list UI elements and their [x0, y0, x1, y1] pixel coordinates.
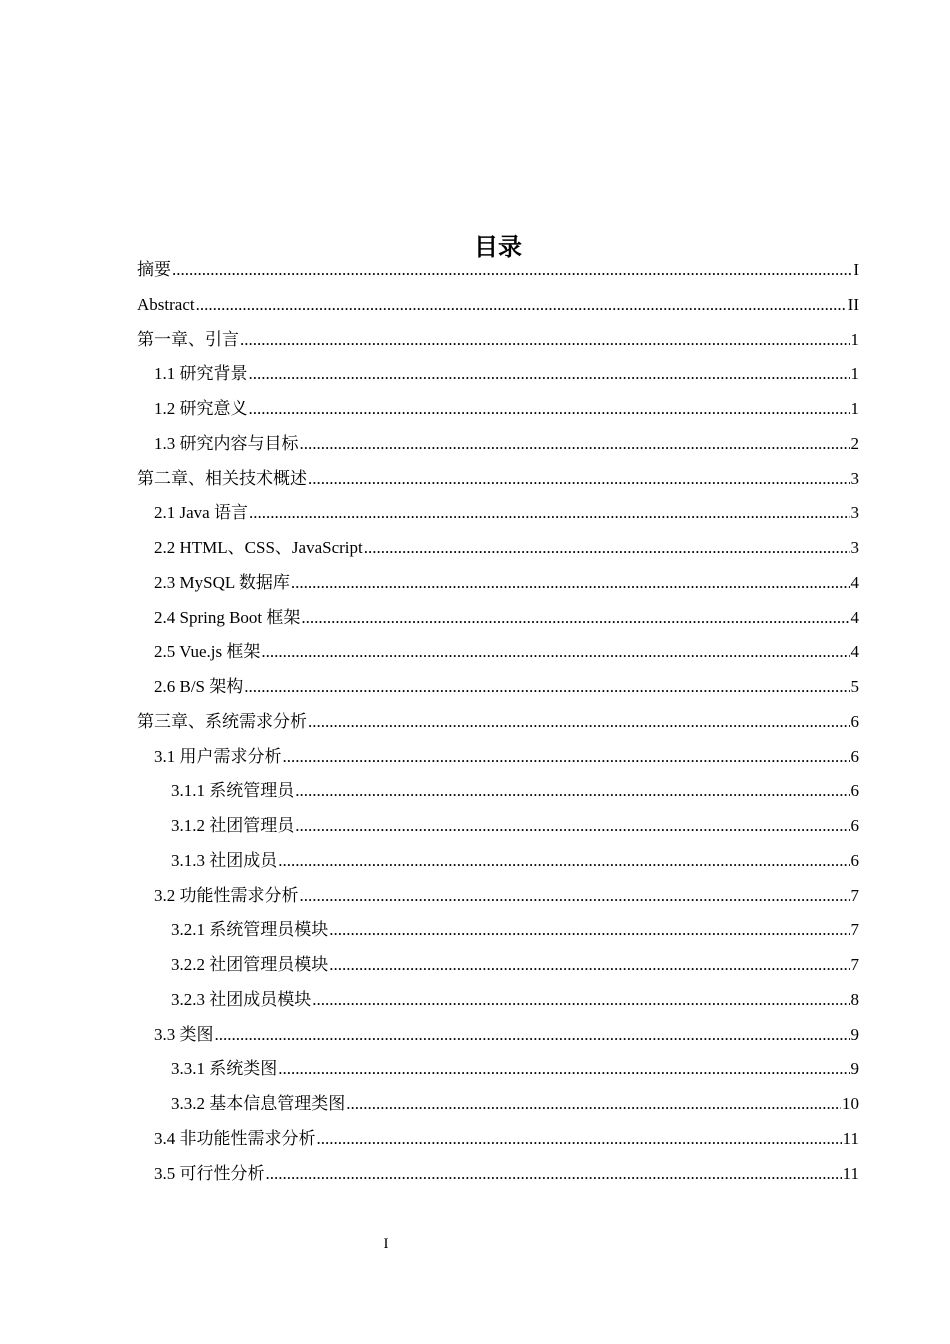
toc-entry-label: 2.1 Java 语言: [154, 503, 248, 523]
page-title: 目录: [474, 233, 522, 262]
toc-entry-page: 3: [850, 468, 859, 488]
toc-entry[interactable]: [137, 1087, 859, 1122]
toc-dot-leader: [346, 1087, 841, 1122]
toc-entry[interactable]: [137, 357, 859, 392]
toc-entry-label: 2.2 HTML、CSS、JavaScript: [154, 538, 363, 557]
toc-dot-leader: [329, 948, 849, 983]
toc-entry-page: 11: [842, 1163, 859, 1183]
table-of-contents: [137, 253, 859, 1191]
toc-entry-page: 7: [850, 955, 859, 974]
toc-entry[interactable]: [137, 1052, 859, 1087]
toc-dot-leader: [300, 427, 850, 462]
toc-entry[interactable]: [137, 462, 859, 497]
toc-entry-page: 7: [850, 920, 859, 940]
toc-entry-page: 2: [850, 433, 859, 453]
toc-entry[interactable]: [137, 705, 859, 740]
toc-entry-page: 4: [850, 642, 859, 662]
toc-entry-label: Abstract: [137, 294, 195, 314]
toc-entry-label: 3.1.3 社团成员: [171, 850, 278, 870]
toc-dot-leader: [317, 1122, 842, 1157]
toc-entry-label: 3.5 可行性分析: [154, 1163, 265, 1183]
toc-entry[interactable]: [137, 913, 859, 948]
toc-entry-page: 5: [850, 677, 859, 696]
toc-entry[interactable]: [137, 1122, 859, 1157]
toc-dot-leader: [196, 288, 847, 323]
toc-entry-page: 1: [850, 364, 859, 384]
toc-entry-page: 3: [850, 503, 859, 523]
toc-entry[interactable]: [137, 948, 859, 983]
toc-dot-leader: [261, 635, 849, 670]
toc-dot-leader: [172, 253, 852, 288]
toc-dot-leader: [249, 392, 850, 427]
toc-entry-page: 7: [850, 885, 859, 905]
toc-entry-page: 8: [850, 989, 859, 1009]
toc-entry-label: 2.4 Spring Boot 框架: [154, 607, 301, 627]
toc-entry[interactable]: [137, 323, 859, 358]
toc-entry[interactable]: [137, 427, 859, 462]
toc-entry-label: 3.3.2 基本信息管理类图: [171, 1094, 346, 1113]
toc-entry[interactable]: [137, 392, 859, 427]
toc-dot-leader: [278, 1052, 849, 1087]
toc-entry-label: 第二章、相关技术概述: [137, 468, 307, 488]
toc-entry-page: 6: [850, 781, 859, 801]
toc-entry[interactable]: [137, 496, 859, 531]
toc-entry[interactable]: [137, 844, 859, 879]
toc-entry-page: 9: [850, 1059, 859, 1079]
toc-dot-leader: [291, 566, 850, 601]
page-number: I: [383, 1236, 389, 1252]
toc-entry-label: 3.1.2 社团管理员: [171, 816, 295, 835]
toc-entry-label: 第三章、系统需求分析: [137, 711, 307, 731]
toc-dot-leader: [329, 913, 849, 948]
toc-entry-page: 3: [850, 538, 859, 557]
toc-entry-label: 3.2.2 社团管理员模块: [171, 955, 329, 974]
toc-entry[interactable]: [137, 566, 859, 601]
toc-entry[interactable]: [137, 531, 859, 566]
toc-entry-page: 4: [850, 572, 859, 592]
toc-entry-label: 1.2 研究意义: [154, 399, 248, 418]
toc-entry-label: 2.3 MySQL 数据库: [154, 572, 290, 592]
toc-entry-label: 1.1 研究背景: [154, 364, 248, 384]
toc-entry-label: 3.2.3 社团成员模块: [171, 989, 312, 1009]
toc-dot-leader: [215, 1018, 850, 1053]
toc-entry-page: 6: [850, 746, 859, 766]
toc-dot-leader: [266, 1157, 842, 1192]
toc-dot-leader: [364, 531, 850, 566]
toc-entry-label: 3.3.1 系统类图: [171, 1059, 278, 1079]
toc-dot-leader: [244, 670, 849, 705]
toc-entry-page: I: [853, 260, 859, 279]
toc-dot-leader: [249, 357, 850, 392]
toc-entry[interactable]: [137, 774, 859, 809]
toc-entry[interactable]: [137, 983, 859, 1018]
toc-entry-label: 摘要: [137, 260, 171, 279]
toc-dot-leader: [300, 879, 850, 914]
toc-entry-label: 2.6 B/S 架构: [154, 677, 244, 696]
toc-entry-page: 4: [850, 607, 859, 627]
toc-entry-page: 1: [850, 399, 859, 418]
toc-dot-leader: [308, 462, 850, 497]
toc-entry[interactable]: [137, 1157, 859, 1192]
toc-entry-label: 3.1 用户需求分析: [154, 746, 282, 766]
toc-entry-label: 3.4 非功能性需求分析: [154, 1128, 316, 1148]
toc-entry[interactable]: [137, 601, 859, 636]
toc-entry[interactable]: [137, 253, 859, 288]
toc-dot-leader: [278, 844, 849, 879]
toc-entry[interactable]: [137, 635, 859, 670]
toc-entry-page: 6: [850, 816, 859, 835]
toc-entry-label: 2.5 Vue.js 框架: [154, 642, 261, 662]
toc-entry-page: 9: [850, 1024, 859, 1044]
toc-dot-leader: [301, 601, 849, 636]
toc-dot-leader: [295, 809, 849, 844]
toc-entry-page: 6: [850, 711, 859, 731]
toc-entry-label: 3.2.1 系统管理员模块: [171, 920, 329, 940]
toc-entry-page: 11: [842, 1128, 859, 1148]
toc-entry-label: 3.1.1 系统管理员: [171, 781, 295, 801]
toc-dot-leader: [240, 323, 850, 358]
toc-entry[interactable]: [137, 879, 859, 914]
toc-entry-label: 3.3 类图: [154, 1024, 214, 1044]
toc-dot-leader: [308, 705, 850, 740]
toc-entry[interactable]: [137, 809, 859, 844]
toc-entry[interactable]: [137, 740, 859, 775]
toc-entry-label: 1.3 研究内容与目标: [154, 433, 299, 453]
toc-entry-page: 6: [850, 850, 859, 870]
toc-entry-page: 10: [842, 1094, 859, 1113]
toc-entry[interactable]: [137, 670, 859, 705]
toc-entry[interactable]: [137, 1018, 859, 1053]
toc-dot-leader: [312, 983, 849, 1018]
toc-entry-page: 1: [850, 329, 859, 349]
toc-entry[interactable]: [137, 288, 859, 323]
toc-dot-leader: [249, 496, 850, 531]
toc-entry-page: II: [847, 294, 859, 314]
toc-dot-leader: [283, 740, 850, 775]
toc-entry-label: 3.2 功能性需求分析: [154, 885, 299, 905]
toc-entry-label: 第一章、引言: [137, 329, 239, 349]
toc-dot-leader: [295, 774, 849, 809]
